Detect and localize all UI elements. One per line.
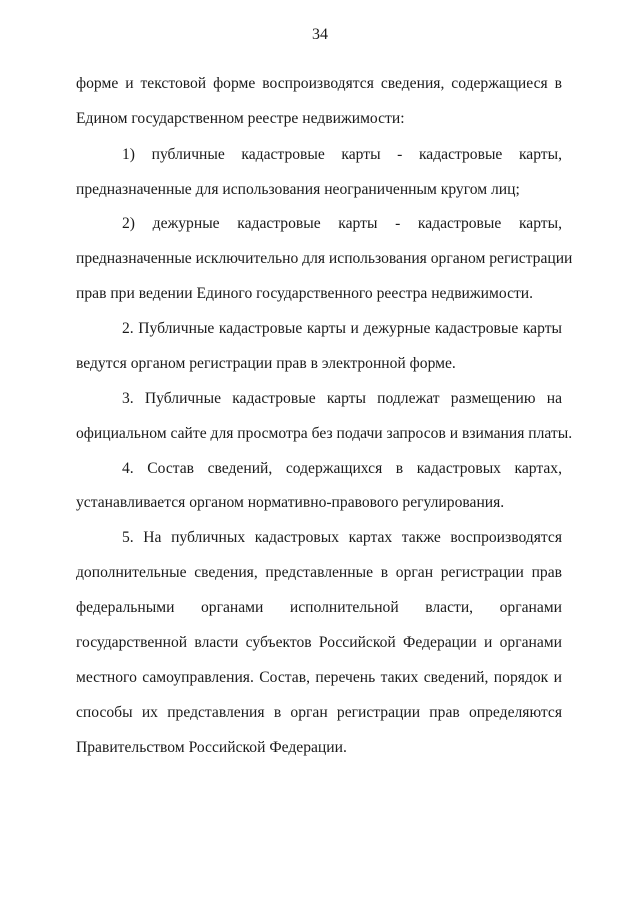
list-item-1-line: предназначенные для использования неограниченным кругом лиц;: [76, 181, 520, 198]
paragraph-5-line: государственной власти субъектов Российской Федерации и органами: [76, 634, 562, 651]
paragraph-3-line: 3. Публичные кадастровые карты подлежат размещению на: [122, 390, 562, 407]
paragraph-3-line: официальном сайте для просмотра без подачи запросов и взимания платы.: [76, 425, 573, 442]
list-item-2-line: 2) дежурные кадастровые карты - кадастровые карты,: [122, 215, 562, 232]
paragraph-2-line: 2. Публичные кадастровые карты и дежурные кадастровые карты: [122, 320, 562, 337]
paragraph-line: форме и текстовой форме воспроизводятся сведения, содержащиеся в: [76, 75, 562, 92]
paragraph-4-line: устанавливается органом нормативно-правового регулирования.: [76, 494, 505, 511]
paragraph-5-line: местного самоуправления. Состав, перечень таких сведений, порядок и: [76, 669, 562, 686]
page-number: 34: [312, 26, 328, 43]
paragraph-5-line: способы их представления в орган регистрации прав определяются: [76, 704, 562, 721]
paragraph-2-line: ведутся органом регистрации прав в электронной форме.: [76, 355, 456, 372]
paragraph-5-line: федеральными органами исполнительной власти, органами: [76, 599, 562, 616]
list-item-2-line: предназначенные исключительно для использования органом регистрации: [76, 250, 573, 267]
paragraph-5-line: 5. На публичных кадастровых картах также воспроизводятся: [122, 529, 562, 546]
paragraph-5-line: дополнительные сведения, представленные в орган регистрации прав: [76, 564, 562, 581]
list-item-2-line: прав при ведении Единого государственного реестра недвижимости.: [76, 285, 534, 302]
paragraph-line: Едином государственном реестре недвижимости:: [76, 110, 405, 127]
list-item-1-line: 1) публичные кадастровые карты - кадастровые карты,: [122, 146, 562, 163]
paragraph-4-line: 4. Состав сведений, содержащихся в кадастровых картах,: [122, 460, 562, 477]
paragraph-5-line: Правительством Российской Федерации.: [76, 739, 347, 756]
